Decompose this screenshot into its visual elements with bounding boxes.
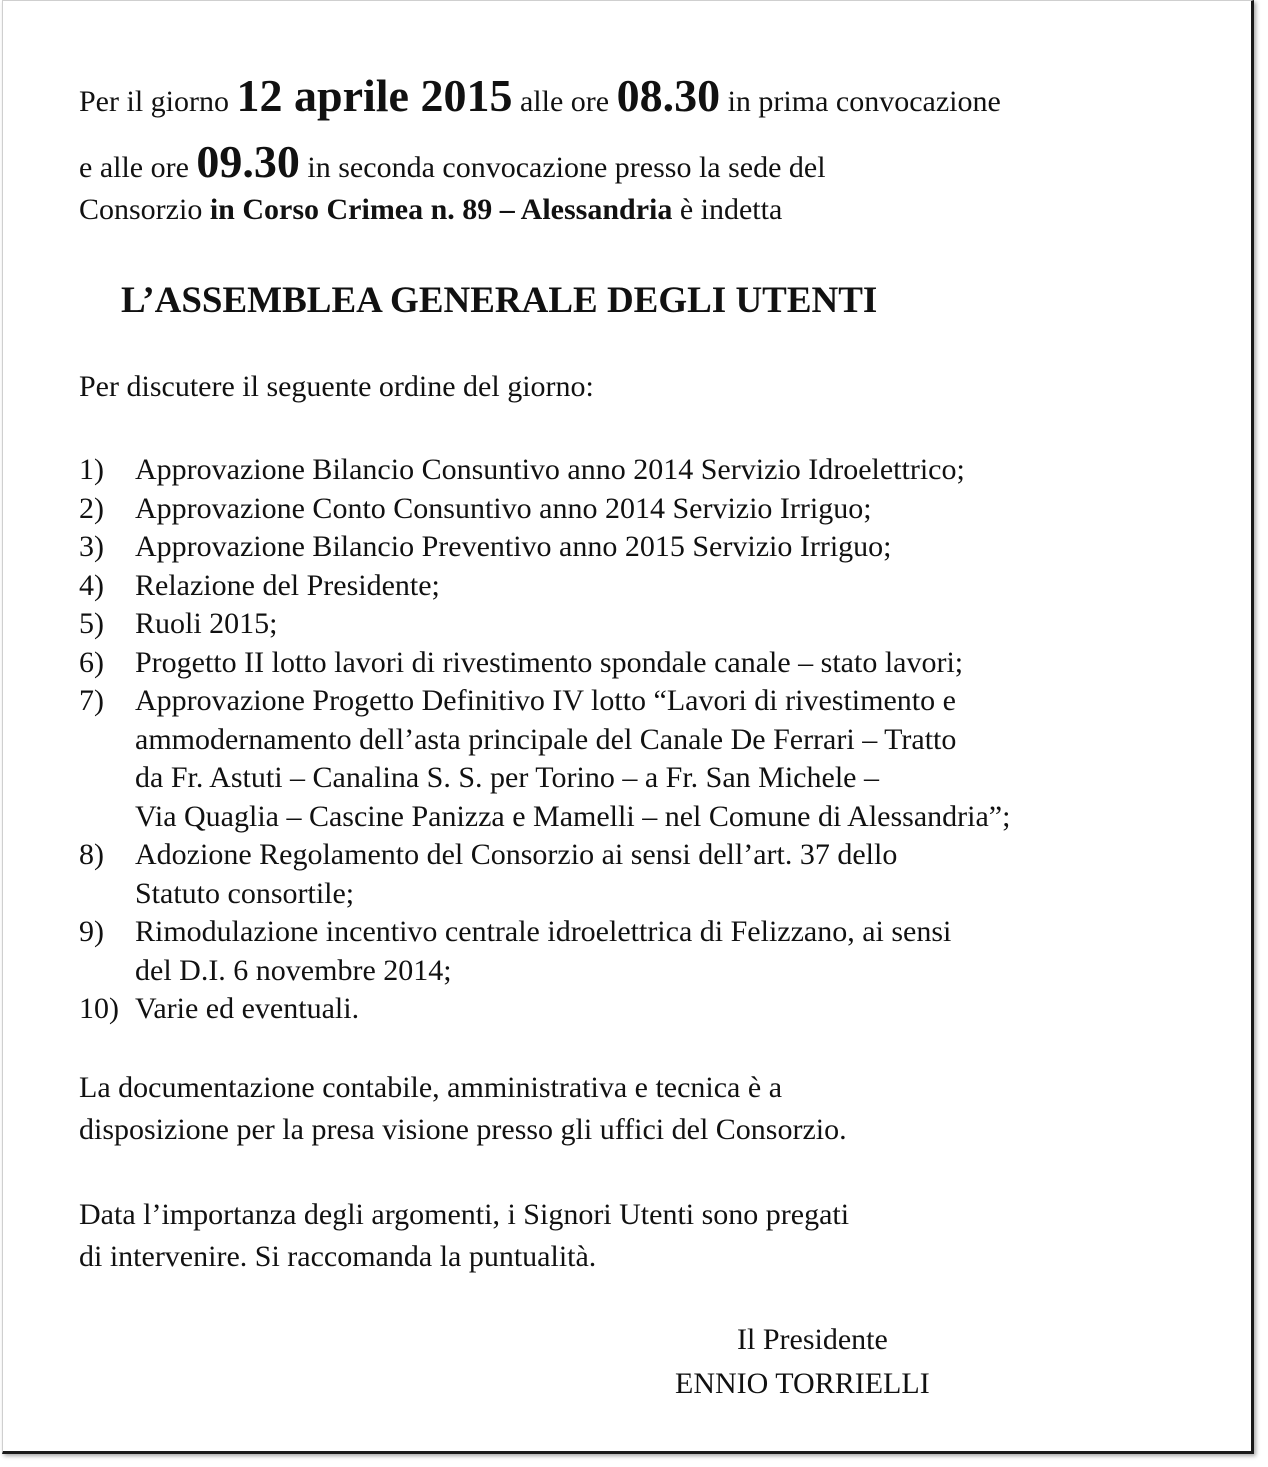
text-first-call: in prima convocazione — [720, 85, 1001, 118]
agenda-number: 8) — [79, 838, 104, 871]
agenda-item — [79, 682, 1010, 721]
agenda-text: Varie ed eventuali. — [135, 992, 360, 1025]
agenda-text: Approvazione Bilancio Consuntivo anno 2014 Servizio Idroelettrico; — [135, 453, 965, 486]
agenda-number: 2) — [79, 491, 104, 525]
agenda-text: del D.I. 6 novembre 2014; — [135, 953, 452, 987]
agenda-text: Ruoli 2015; — [135, 607, 278, 640]
closing-line: di intervenire. Si raccomanda la puntualità. — [79, 1240, 597, 1273]
first-call-time: 08.30 — [616, 70, 721, 121]
text-prefix-2: e alle ore — [79, 151, 197, 184]
agenda-number: 10) — [79, 992, 119, 1025]
agenda-item-continuation — [79, 759, 1010, 798]
documentation-line: disposizione per la presa visione presso gli uffici del Consorzio. — [79, 1113, 847, 1146]
convocation-line-1 — [79, 71, 1001, 127]
agenda-number: 5) — [79, 607, 104, 640]
agenda-number: 9) — [79, 915, 104, 948]
agenda-text: da Fr. Astuti – Canalina S. S. per Torino – a Fr. San Michele – — [135, 761, 879, 794]
text-prefix: Per il giorno — [79, 85, 237, 118]
agenda-item-continuation — [79, 875, 1010, 914]
agenda-item — [79, 605, 1010, 644]
assembly-title: L’ASSEMBLEA GENERALE DEGLI UTENTI — [121, 280, 878, 321]
agenda-number: 1) — [79, 453, 104, 486]
text-suffix-3: è indetta — [672, 193, 783, 226]
signature-name: ENNIO TORRIELLI — [675, 1367, 930, 1400]
agenda-list — [79, 451, 1010, 1029]
text-second-call: in seconda convocazione presso la sede del — [299, 151, 826, 184]
text-mid: alle ore — [512, 85, 617, 118]
second-call-time: 09.30 — [196, 136, 300, 187]
agenda-text: ammodernamento dell’asta principale del Canale De Ferrari – Tratto — [135, 722, 957, 756]
meeting-date: 12 aprile 2015 — [236, 70, 513, 121]
agenda-item — [79, 836, 1010, 875]
closing-line: Data l’importanza degli argomenti, i Signori Utenti sono pregati — [79, 1198, 850, 1231]
agenda-item — [79, 644, 1010, 683]
document-page — [2, 0, 1254, 1454]
convocation-line-3 — [79, 190, 782, 230]
agenda-number: 7) — [79, 684, 104, 717]
agenda-text: Approvazione Conto Consuntivo anno 2014 Servizio Irriguo; — [135, 491, 872, 525]
agenda-text: Adozione Regolamento del Consorzio ai sensi dell’art. 37 dello — [135, 838, 898, 871]
agenda-item-continuation — [79, 952, 1010, 991]
agenda-text: Statuto consortile; — [135, 876, 355, 910]
agenda-item — [79, 490, 1010, 529]
agenda-item — [79, 567, 1010, 606]
agenda-item — [79, 990, 1010, 1029]
agenda-intro: Per discutere il seguente ordine del giorno: — [79, 370, 594, 403]
agenda-item — [79, 451, 1010, 490]
signature-role: Il Presidente — [737, 1323, 888, 1356]
agenda-number: 6) — [79, 645, 104, 679]
convocation-line-2 — [79, 137, 826, 193]
agenda-text: Via Quaglia – Cascine Panizza e Mamelli – nel Comune di Alessandria”; — [135, 799, 1011, 833]
text-prefix-3: Consorzio — [79, 193, 210, 226]
agenda-text: Approvazione Progetto Definitivo IV lotto “Lavori di rivestimento e — [135, 684, 956, 717]
agenda-text: Progetto II lotto lavori di rivestimento spondale canale – stato lavori; — [135, 645, 964, 679]
agenda-item-continuation — [79, 721, 1010, 760]
meeting-location: in Corso Crimea n. 89 – Alessandria — [209, 193, 673, 226]
agenda-item-continuation — [79, 798, 1010, 837]
agenda-text: Relazione del Presidente; — [135, 568, 440, 602]
closing-paragraph — [79, 1194, 849, 1278]
agenda-number: 4) — [79, 568, 104, 602]
documentation-line: La documentazione contabile, amministrativa e tecnica è a — [79, 1071, 783, 1104]
agenda-text: Approvazione Bilancio Preventivo anno 2015 Servizio Irriguo; — [135, 530, 892, 563]
agenda-number: 3) — [79, 530, 104, 563]
documentation-paragraph — [79, 1067, 847, 1151]
agenda-item — [79, 913, 1010, 952]
agenda-text: Rimodulazione incentivo centrale idroelettrica di Felizzano, ai sensi — [135, 915, 952, 948]
agenda-item — [79, 528, 1010, 567]
